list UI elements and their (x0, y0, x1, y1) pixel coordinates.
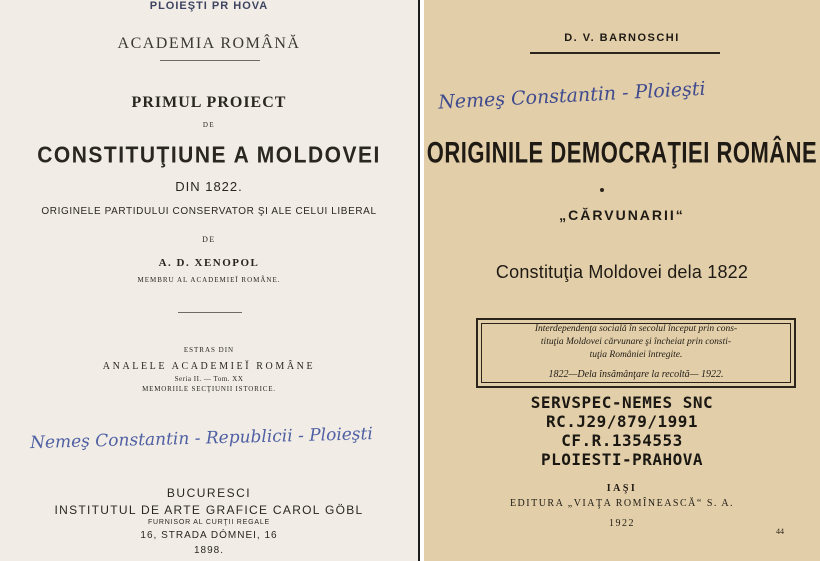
company-stamp-line: CF.R.1354553 (561, 431, 683, 450)
description-dates: 1822—Dela însămânţare la recoltă— 1922. (548, 369, 724, 380)
description-line: tituţia Moldovei cărvunare şi încheiat prin consti- (540, 337, 732, 347)
printer-name: INSTITUTUL DE ARTE GRAFICE CAROL GÖBL (54, 503, 364, 517)
publication-city: IAŞI (606, 483, 638, 494)
company-stamp-line: RC.J29/879/1991 (546, 412, 698, 431)
author-title: MEMBRU AL ACADEMIEĬ ROMÂNE. (137, 276, 281, 284)
printer-supplier: FURNISOR AL CURŢII REGALE (147, 519, 271, 526)
handwritten-signature-left: Nemeş Constantin - Republicii - Ploieşti (29, 424, 374, 454)
author-name: A. D. XENOPOL (158, 257, 260, 269)
book-title: ORIGINILE DEMOCRAŢIEI ROMÂNE (426, 135, 818, 170)
title-year: DIN 1822. (175, 179, 243, 194)
book-author: D. V. BARNOSCHI (564, 32, 680, 44)
short-divider (178, 312, 242, 313)
top-stamp-text: PLOIEŞTI PR HOVA (149, 0, 269, 12)
description-line: Interdependenţa socială în secolul început prin cons- (534, 324, 738, 334)
academy-heading: ACADEMIA ROMÂNĂ (117, 35, 301, 52)
series-name: ANALELE ACADEMIEĬ ROMÂNE (102, 361, 316, 372)
title-line-2: CONSTITUŢIUNE A MOLDOVEI (37, 142, 381, 169)
description-box (476, 318, 796, 388)
company-stamp-line: PLOIESTI-PRAHOVA (540, 450, 704, 469)
author-underline (530, 52, 720, 54)
ornament-divider (160, 60, 260, 61)
publication-year: 1898. (193, 545, 225, 556)
printer-address: 16, STRADA DÓMNEI, 16 (140, 530, 278, 541)
title-line-1: PRIMUL PROIECT (131, 94, 287, 111)
title-dot (600, 188, 604, 192)
description-line: tuţia României întregite. (589, 350, 683, 360)
right-title-page (424, 0, 820, 561)
publication-city: BUCURESCI (166, 486, 252, 500)
page-number: 44 (776, 527, 784, 536)
publisher-name: EDITURA „VIAŢA ROMÎNEASCĂ“ S. A. (509, 498, 735, 509)
publication-year: 1922 (609, 518, 635, 529)
company-stamp-line: SERVSPEC-NEMES SNC (530, 393, 714, 412)
series-info: Seria II. — Tom. XX (174, 375, 244, 383)
extract-label: ESTRAS DIN (183, 346, 235, 354)
de-connector-1: DE (202, 121, 216, 129)
subtitle: ORIGINELE PARTIDULUI CONSERVATOR ŞI ALE CELUI LIBERAL (41, 206, 377, 217)
constitution-heading: Constituţia Moldovei dela 1822 (495, 262, 749, 282)
book-subtitle: „CĂRVUNARII“ (559, 207, 685, 223)
section-name: MEMORIILE SECŢIUNII ISTORICE. (142, 385, 276, 393)
handwritten-signature-right: Nemeş Constantin - Ploieşti (437, 77, 707, 114)
de-connector-2: DE (202, 235, 216, 244)
